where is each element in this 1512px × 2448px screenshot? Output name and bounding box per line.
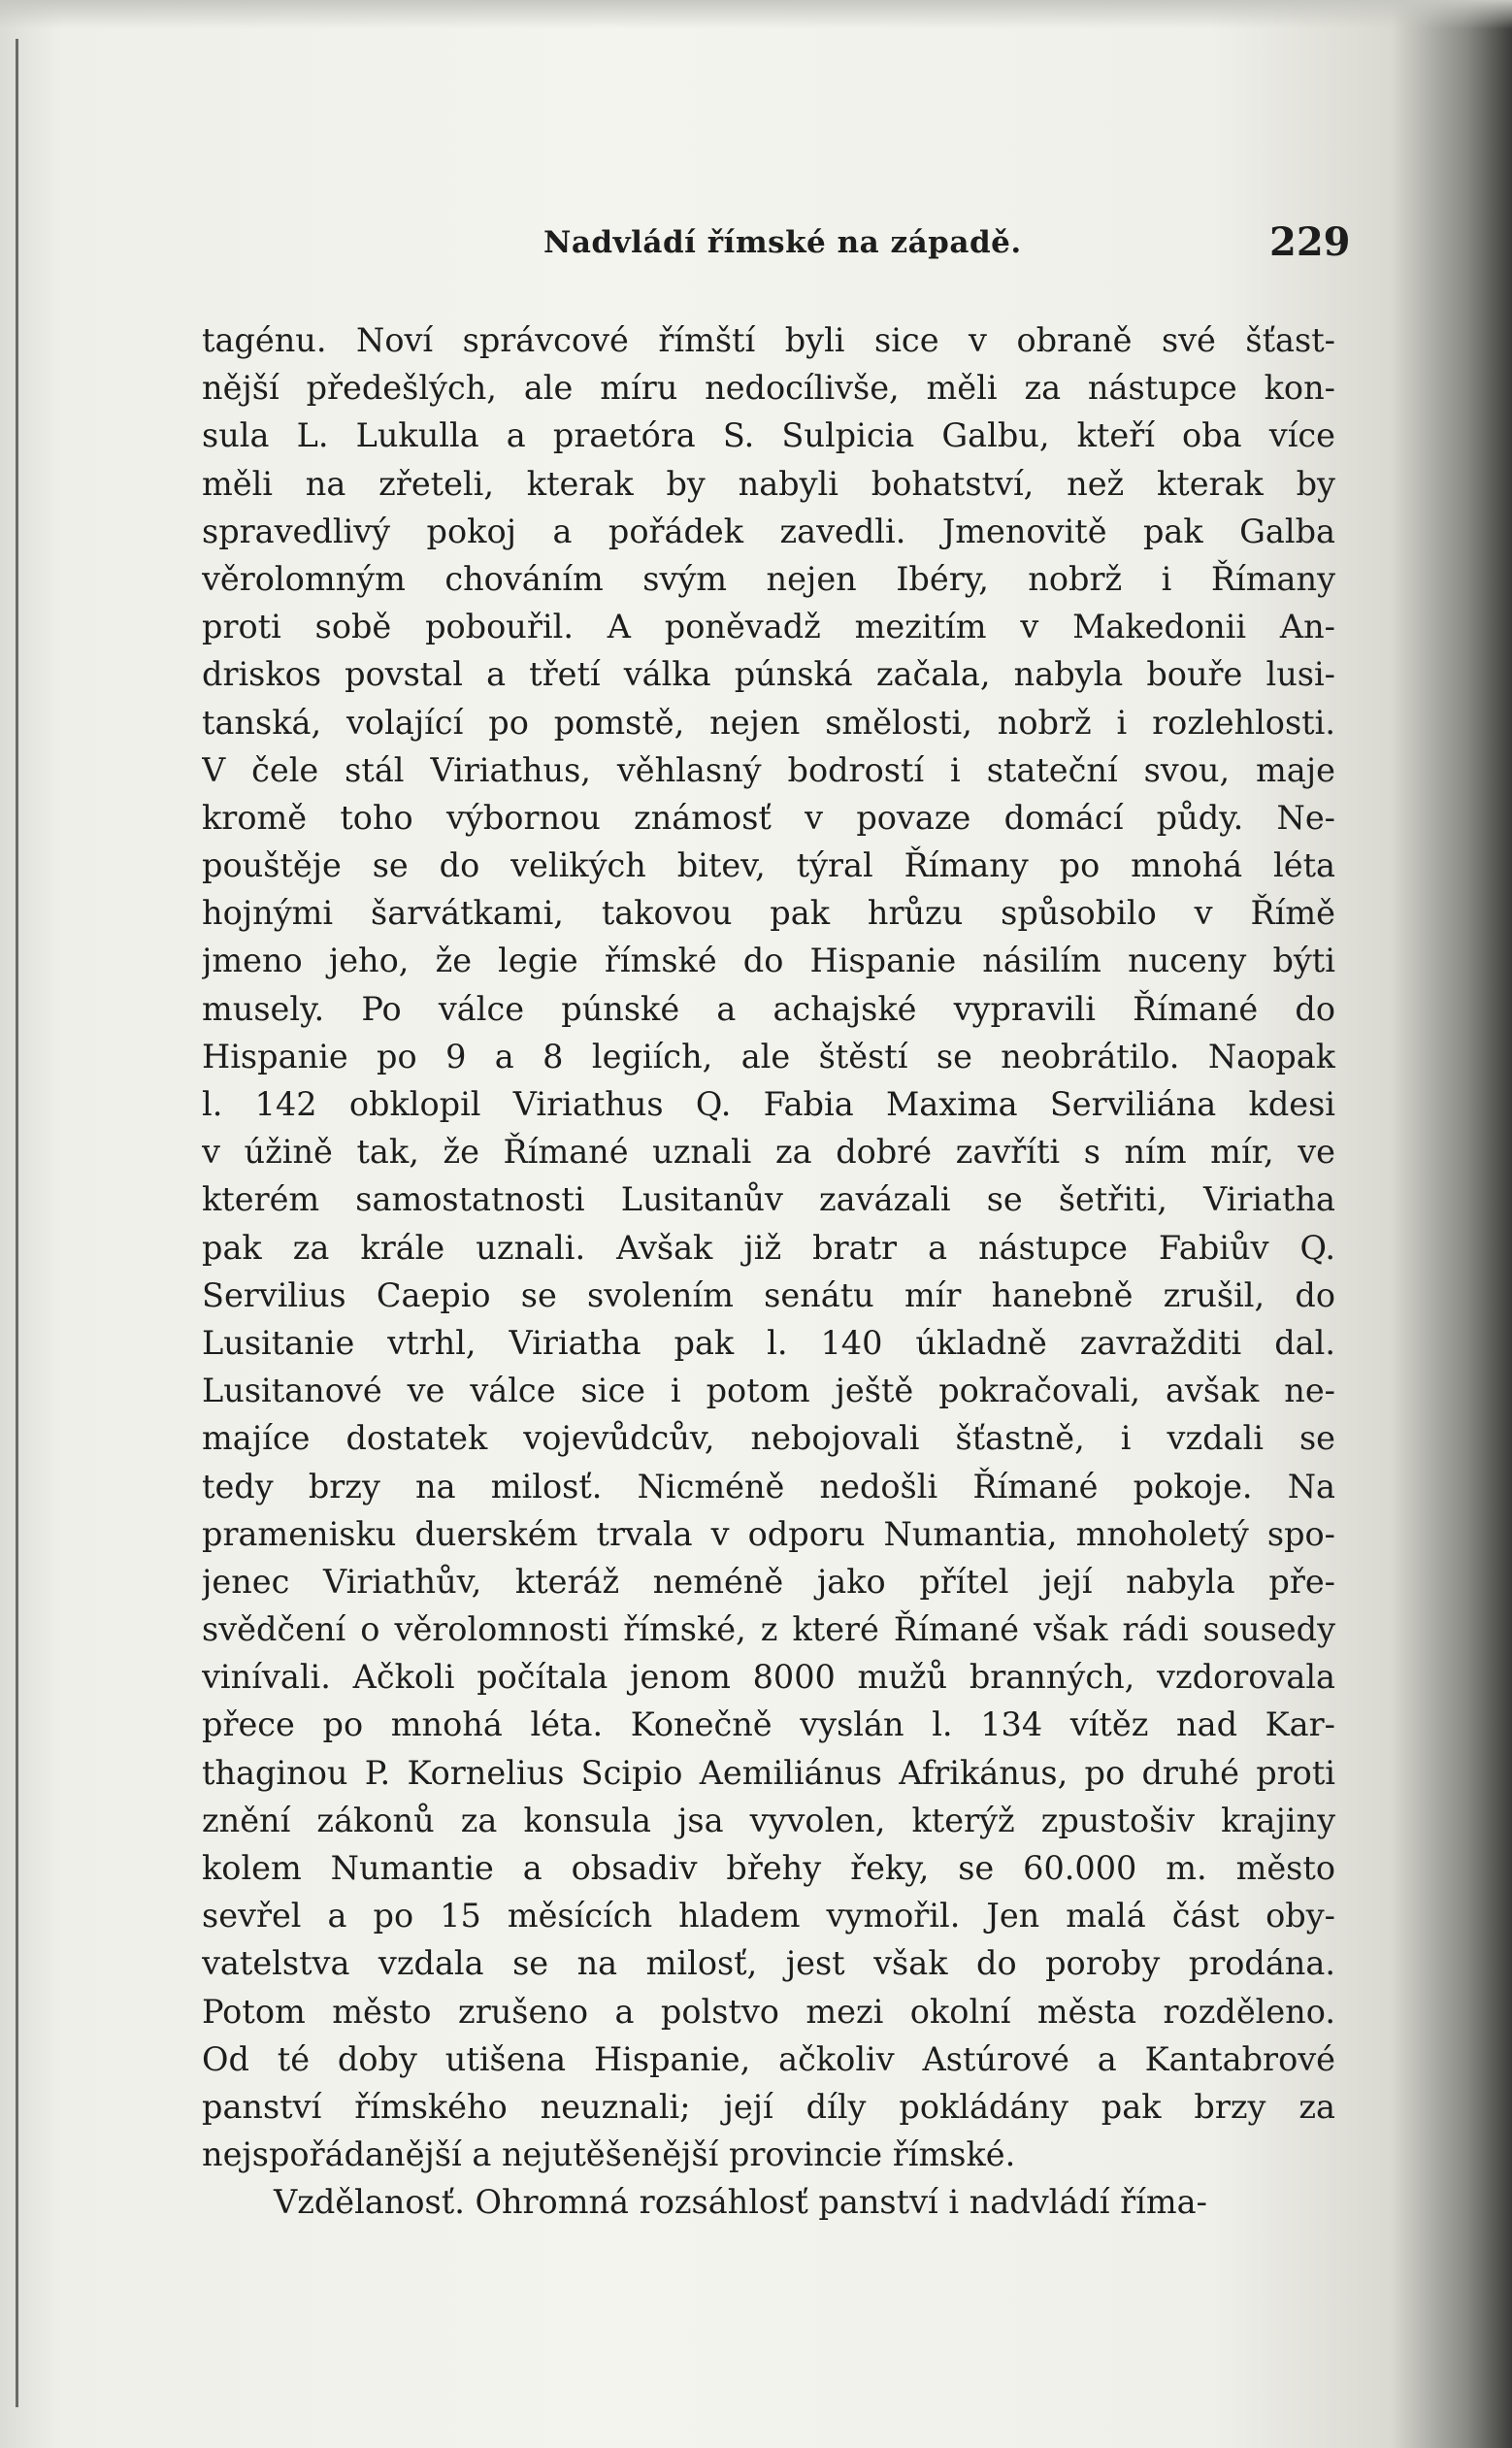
text-line: kromě toho výbornou známosť v povaze domácí půdy. Ne- xyxy=(202,798,1335,837)
text-line: přece po mnohá léta. Konečně vyslán l. 134 vítěz nad Kar- xyxy=(202,1705,1335,1744)
text-line: spravedlivý pokoj a pořádek zavedli. Jmenovitě pak Galba xyxy=(202,512,1335,550)
text-line: tedy brzy na milosť. Nicméně nedošli Římané pokoje. Na xyxy=(202,1467,1335,1505)
text-line: pouštěje se do velikých bitev, týral Římany po mnohá léta xyxy=(202,846,1335,885)
text-line: l. 142 obklopil Viriathus Q. Fabia Maxima Serviliána kdesi xyxy=(202,1085,1335,1123)
text-line: jenec Viriathův, kteráž neméně jako přítel její nabyla pře- xyxy=(202,1562,1335,1601)
text-line: měli na zřeteli, kterak by nabyli bohatství, než kterak by xyxy=(202,464,1335,503)
text-line: vinívali. Ačkoli počítala jenom 8000 mužů branných, vzdorovala xyxy=(202,1658,1335,1697)
text-line: vatelstva vzdala se na milosť, jest však do poroby prodána. xyxy=(202,1944,1335,1983)
text-line: kolem Numantie a obsadiv břehy řeky, se 60.000 m. město xyxy=(202,1849,1335,1887)
body-text xyxy=(202,316,1335,2227)
text-line: V čele stál Viriathus, věhlasný bodrostí i stateční svou, maje xyxy=(202,750,1335,789)
running-title: Nadvládí římské na západě. xyxy=(543,225,1022,260)
text-line: v úžině tak, že Římané uznali za dobré zavříti s ním mír, ve xyxy=(202,1133,1335,1172)
page-number: 229 xyxy=(1269,219,1351,265)
text-line: panství římského neuznali; její díly pokládány pak brzy za xyxy=(202,2087,1335,2126)
text-line: Lusitanové ve válce sice i potom ještě pokračovali, avšak ne- xyxy=(202,1372,1335,1410)
text-line: driskos povstal a třetí válka púnská začala, nabyla bouře lusi- xyxy=(202,655,1335,694)
text-line: majíce dostatek vojevůdcův, nebojovali šťastně, i vzdali se xyxy=(202,1419,1335,1458)
text-line: Hispanie po 9 a 8 legiích, ale štěstí se neobrátilo. Naopak xyxy=(202,1037,1335,1075)
text-line: Lusitanie vtrhl, Viriatha pak l. 140 úkladně zavražditi dal. xyxy=(202,1323,1335,1362)
text-line: hojnými šarvátkami, takovou pak hrůzu spůsobilo v Římě xyxy=(202,894,1335,933)
text-line: tanská, volající po pomstě, nejen smělosti, nobrž i rozlehlosti. xyxy=(202,703,1335,742)
text-line: Potom město zrušeno a polstvo mezi okolní města rozděleno. xyxy=(202,1992,1335,2031)
text-line: nější předešlých, ale míru nedocílivše, měli za nástupce kon- xyxy=(202,369,1335,408)
section-start-line: Vzdělanosť. Ohromná rozsáhlosť panství i nadvládí říma- xyxy=(274,2183,1207,2222)
text-line: Od té doby utišena Hispanie, ačkoliv Astúrové a Kantabrové xyxy=(202,2039,1335,2078)
text-line: proti sobě pobouřil. A poněvadž mezitím v Makedonii An- xyxy=(202,608,1335,646)
text-line: jmeno jeho, že legie římské do Hispanie násilím nuceny býti xyxy=(202,942,1335,980)
text-line: svědčení o věrolomnosti římské, z které Římané však rádi sousedy xyxy=(202,1610,1335,1649)
text-line: pramenisku duerském trvala v odporu Numantia, mnoholetý spo- xyxy=(202,1514,1335,1553)
text-line: Servilius Caepio se svolením senátu mír hanebně zrušil, do xyxy=(202,1275,1335,1314)
text-line: sevřel a po 15 měsících hladem vymořil. Jen malá část oby- xyxy=(202,1897,1335,1935)
text-line: sula L. Lukulla a praetóra S. Sulpicia Galbu, kteří oba více xyxy=(202,416,1335,455)
text-line: thaginou P. Kornelius Scipio Aemiliánus Afrikánus, po druhé proti xyxy=(202,1753,1335,1792)
text-line: musely. Po válce púnské a achajské vypravili Římané do xyxy=(202,989,1335,1028)
page-top-shadow xyxy=(0,0,1512,29)
text-line: věrolomným chováním svým nejen Ibéry, nobrž i Římany xyxy=(202,559,1335,598)
text-line: nejspořádanější a nejutěšenější provincie římské. xyxy=(202,2135,1016,2174)
text-line: kterém samostatnosti Lusitanův zavázali se šetřiti, Viriatha xyxy=(202,1180,1335,1219)
text-line: tagénu. Noví správcové římští byli sice v obraně své šťast- xyxy=(202,321,1335,359)
text-line: znění zákonů za konsula jsa vyvolen, kterýž zpustošiv krajiny xyxy=(202,1801,1335,1839)
page-left-edge-rule xyxy=(16,39,18,2407)
text-line: pak za krále uznali. Avšak již bratr a nástupce Fabiův Q. xyxy=(202,1228,1335,1267)
